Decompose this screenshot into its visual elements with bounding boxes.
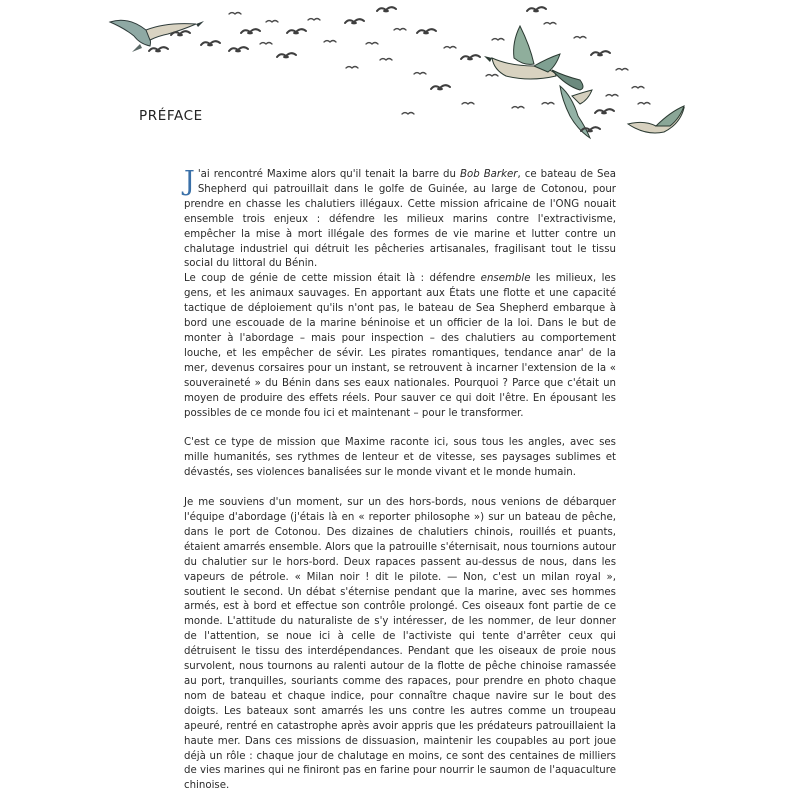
paragraph-2-text-a: Le coup de génie de cette mission était là : défendre [184,273,481,285]
gull-large-left [110,20,204,52]
paragraph-1 [184,168,616,272]
emphasis-word: ensemble [480,273,531,285]
ship-name: Bob Barker [460,169,518,180]
gull-large-right [484,26,560,79]
preface-body [184,168,616,794]
dropcap: J [184,166,195,197]
paragraph-4: Je me souviens d'un moment, sur un des hors-bords, nous venions de débarquer l'équipe d'abordage (j'étais là en « reporter philosophe ») sur un bateau de pêche, dans le port de Cotonou. Des dizaines de chalutiers chinois, rouillés et puants, étaient amarrés ensemble. Alors que la patrouille s'éternisait, nous tournions autour du chalutier sur le hors-bord. Deux rapaces passent au-dessus de nous, dans les vapeurs de pétrole. « Milan noir ! dit le pilote. — Non, c'est un milan royal », soutient le second. Un débat s'éternise pendant que la marine, avec ses hommes armés, est à bord et effectue son contrôle prolongé. Ces oiseaux font partie de ce monde. L'attitude du naturaliste de s'y intéresser, de les nommer, de leur donner de l'attention, se noue ici à celle de l'activiste qui tente d'arrêter ceux qui détruisent le tissu des interdépendances. Pendant que les oiseaux de proie nous survolent, nous tournons au ralenti autour de la flotte de pêche chinoise ramassée au port, tranquilles, souriants comme des rapaces, pour prendre en photo chaque nom de bateau et chaque indice, pour connaître chaque navire sur le bout des doigts. Les bateaux sont amarrés les uns contre les autres comme un troupeau apeuré, rentré en catastrophe après avoir appris que les prédateurs patrouillaient la haute mer. Dans ces missions de dissuasion, maintenir les coupables au port joue déjà un rôle : chaque jour de chalutage en moins, ce sont des centaines de milliers de vies marines qui ne finiront pas en farine pour nourrir le saumon de l'aquaculture chinoise. [184,497,616,792]
paragraph-1-text-c: , ce bateau de Sea Shepherd qui patrouillait dans le golfe de Guinée, au large de Cotonou, pour prendre en chasse les chalutiers illégaux. Cette mission africaine de l'ONG nouait ensemble trois enjeux : défendre les milieux marins contre l'extractivisme, empêcher la mise à mort illégale des formes de vie marine et lutter contre un chalutage industriel qui détruit les pêcheries artisanales, fragilisant tout le tissu social du littoral du Bénin. [184,169,617,270]
paragraph-1-text-a: 'ai rencontré Maxime alors qu'il tenait la barre du [197,169,460,180]
gull-far-right [628,106,684,133]
paragraph-2 [184,272,616,421]
page-title: PRÉFACE [139,108,203,124]
seabirds-illustration [0,0,800,150]
paragraph-3: C'est ce type de mission que Maxime raconte ici, sous tous les angles, avec ses mille humanités, ses rythmes de lenteur et de vitesse, ses paysages sublimes et dévastés, ses violences banalisées sur le monde vivant et le monde humain. [184,437,616,479]
paragraph-2-text-c: les milieux, les gens, et les animaux sauvages. En apportant aux États une flotte et une capacité tactique de déploiement qu'ils n'ont pas, le bateau de Sea Shepherd embarque à bord une escouade de la marine béninoise et un officier de la loi. Dans le but de monter à l'abordage – mais pour inspection – des chalutiers au comportement louche, et les empêcher de sévir. Les pirates romantiques, tendance anar' de la mer, devenus corsaires pour un instant, se retrouvent à incarner l'extension de la « souveraineté » du Bénin dans ses eaux nationales. Pourquoi ? Parce que c'était un moyen de produire des effets réels. Pour sauver ce qui doit l'être. En épousant les possibles de ce monde fou ici et maintenant – pour le transformer. [184,273,616,419]
